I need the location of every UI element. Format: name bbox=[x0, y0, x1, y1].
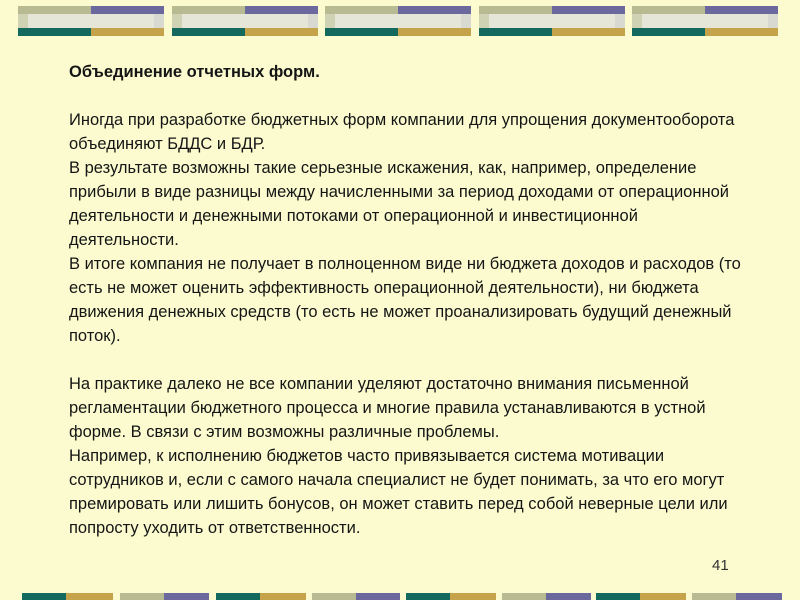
decor-tile bbox=[632, 6, 778, 36]
slide-body bbox=[69, 60, 749, 540]
paragraph: Например, к исполнению бюджетов часто привязывается система мотивации сотрудников и, если с самого начала специалист не будет понимать, за что его могут премировать или лишить бонусов, он может ставить перед собой неверные цели или попросту уходить от ответственности. bbox=[69, 447, 728, 537]
decor-tile bbox=[479, 6, 625, 36]
paragraph: Иногда при разработке бюджетных форм компании для упрощения документооборота объединяют БДДС и БДР. bbox=[69, 111, 735, 153]
decor-tile bbox=[18, 6, 164, 36]
decor-tile bbox=[172, 6, 318, 36]
paragraph: В итоге компания не получает в полноценном виде ни бюджета доходов и расходов (то есть не может оценить эффективность операционной деятельности), ни бюджета движения денежных средств (то есть не может проанализировать будущий денежный поток). bbox=[69, 255, 741, 345]
page-number: 41 bbox=[712, 557, 729, 574]
paragraph: На практике далеко не все компании уделяют достаточно внимания письменной регламентации бюджетного процесса и многие правила устанавливаются в устной форме. В связи с этим возможны различные проблемы. bbox=[69, 375, 706, 441]
slide-heading: Объединение отчетных форм. bbox=[69, 63, 320, 81]
top-decorative-band bbox=[18, 6, 782, 36]
bottom-decorative-band bbox=[22, 593, 782, 600]
paragraph-gap bbox=[69, 348, 749, 372]
paragraph: В результате возможны такие серьезные искажения, как, например, определение прибыли в виде разницы между начисленными за период доходами от операционной деятельности и денежными потоками от операционной и инвестиционной деятельности. bbox=[69, 159, 729, 249]
decor-tile bbox=[325, 6, 471, 36]
